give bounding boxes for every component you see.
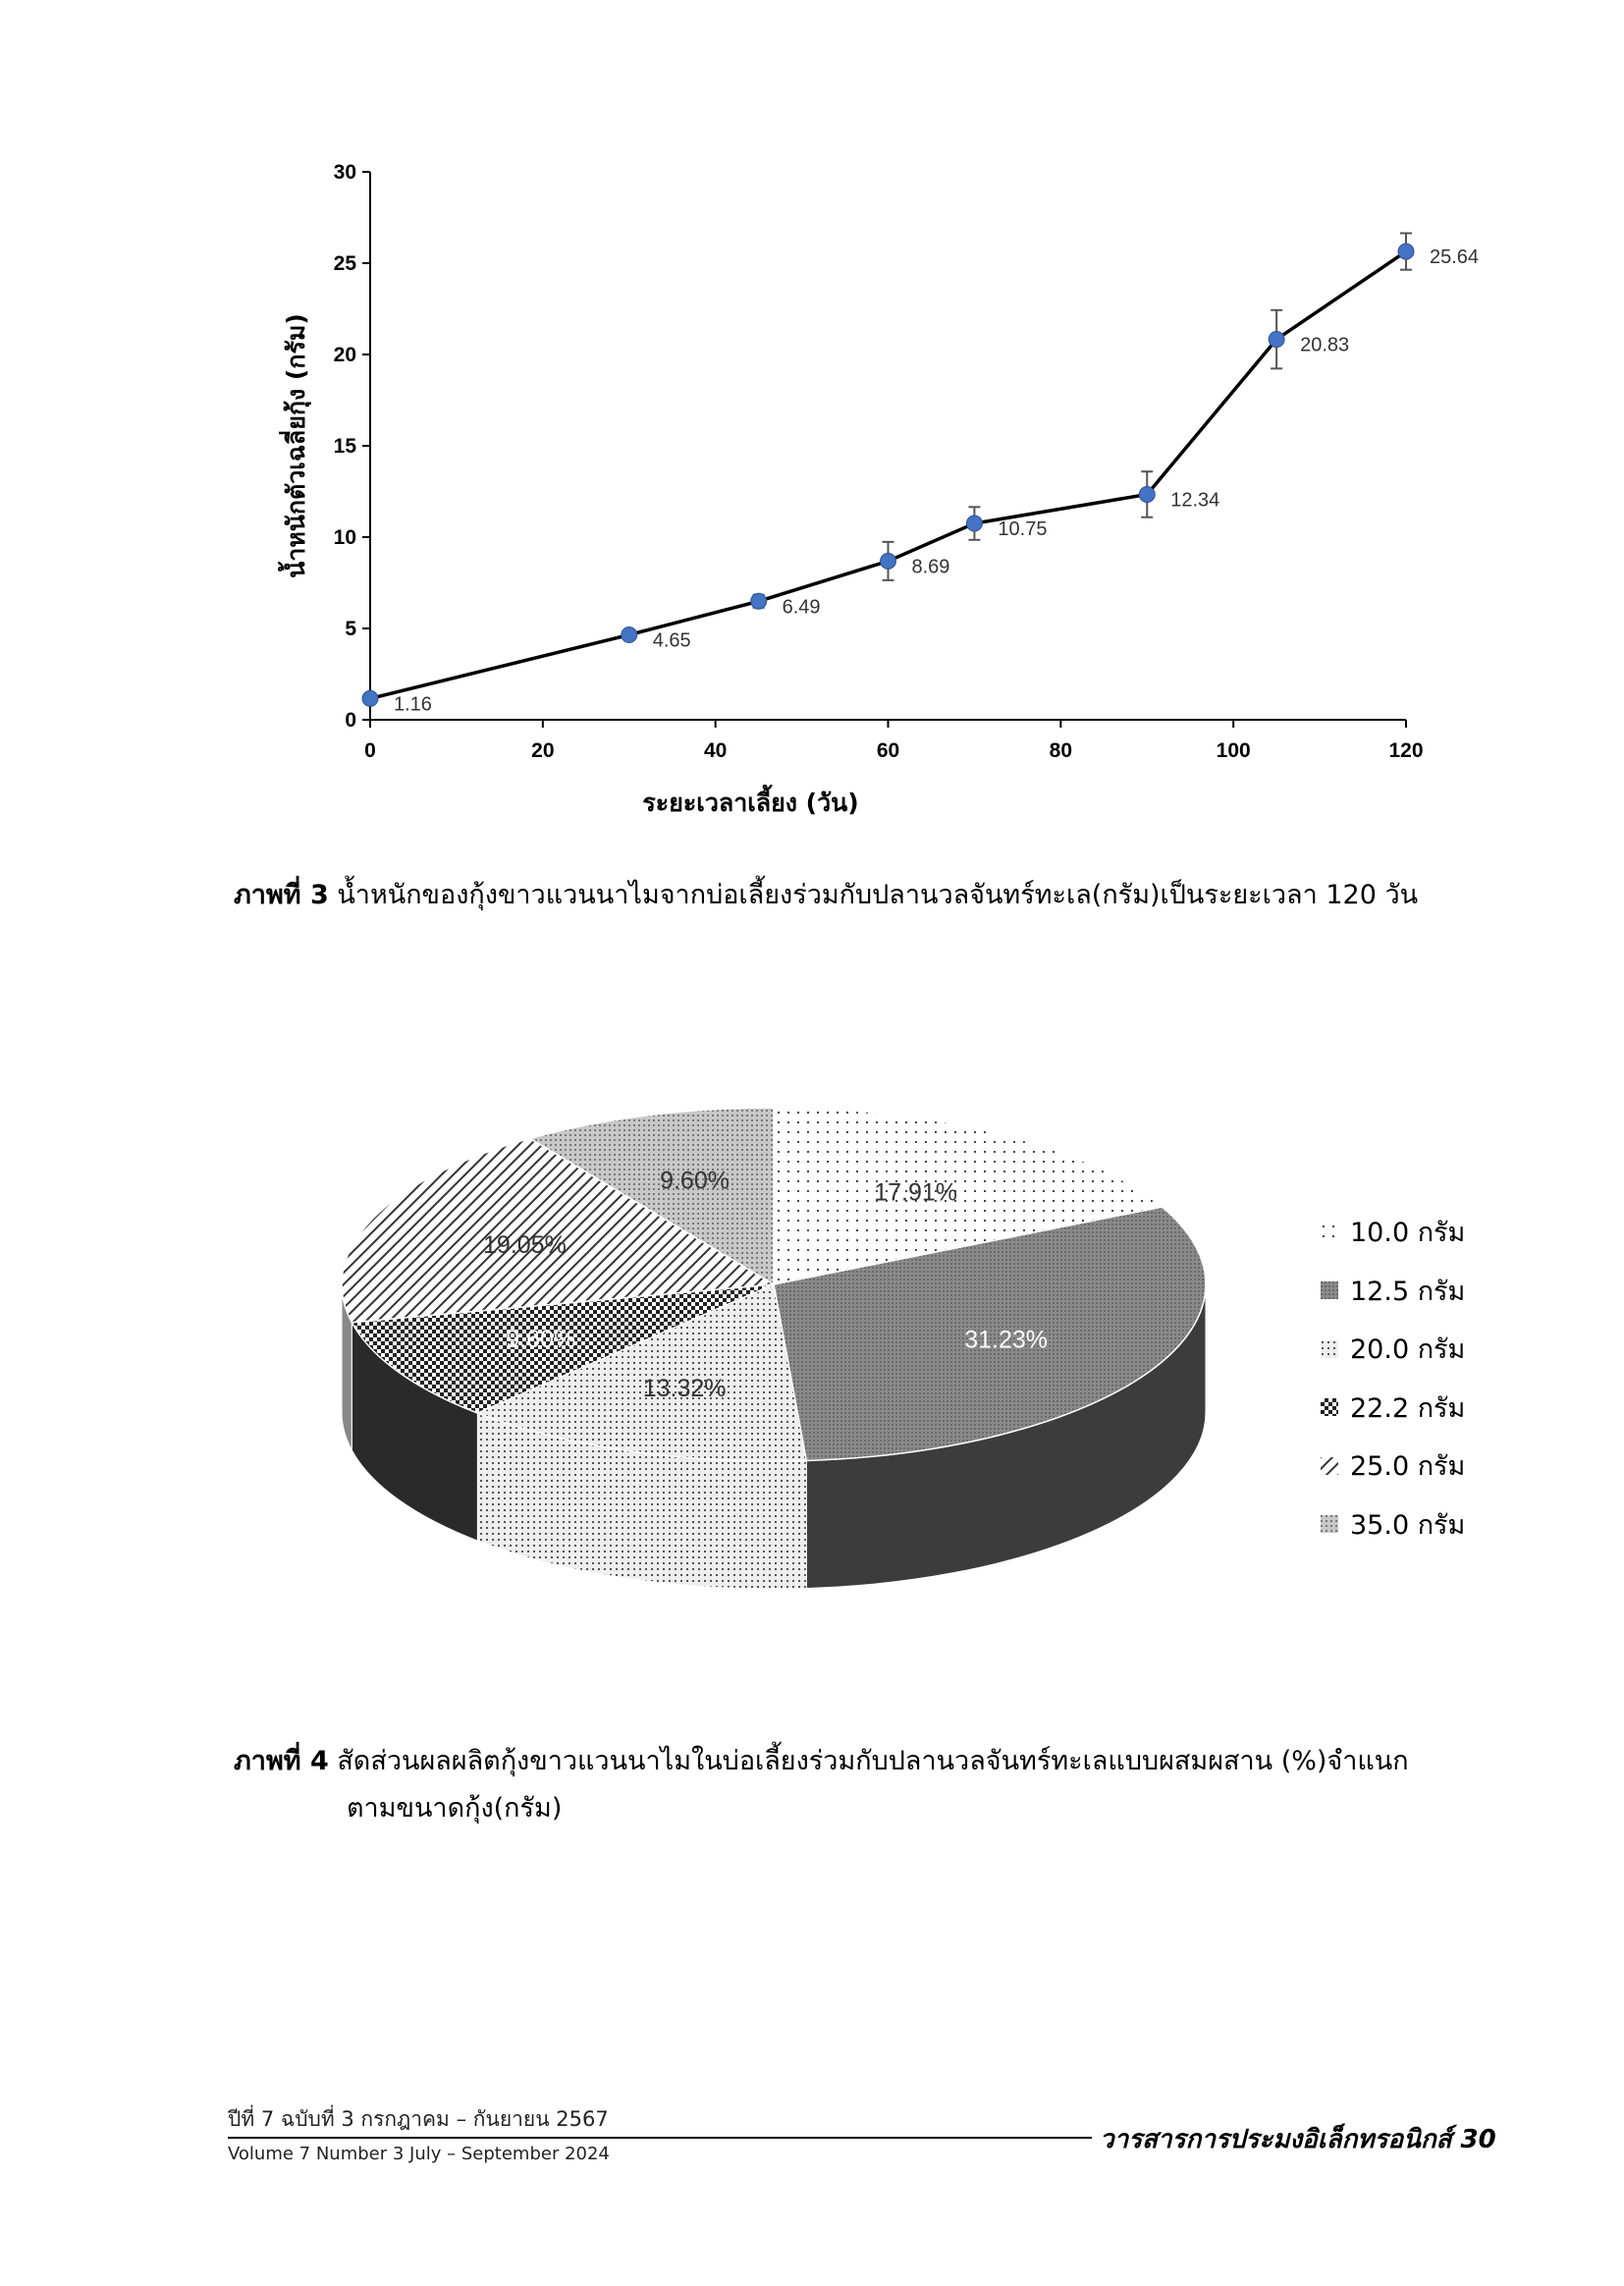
data-point <box>751 593 767 609</box>
x-axis-title: ระยะเวลาเลี้ยง (วัน) <box>642 789 859 817</box>
data-label: 8.69 <box>911 556 950 578</box>
data-point <box>1139 486 1155 502</box>
footer-issue-thai: ปีที่ 7 ฉบับที่ 3 กรกฎาคม – กันยายน 2567 <box>228 2107 609 2131</box>
legend-label: 12.5 กรัม <box>1350 1276 1466 1307</box>
footer-issue <box>228 2103 610 2164</box>
data-point <box>966 516 982 531</box>
legend-swatch <box>1321 1224 1338 1241</box>
y-tick-label: 20 <box>333 344 356 366</box>
figure3-caption <box>234 872 1490 919</box>
legend-item <box>1321 1320 1465 1379</box>
x-tick-label: 40 <box>703 739 728 762</box>
legend-item <box>1321 1262 1465 1321</box>
legend-swatch <box>1321 1281 1338 1299</box>
series-line <box>370 251 1406 698</box>
legend-item <box>1321 1379 1465 1438</box>
y-tick-label: 5 <box>345 618 356 640</box>
data-label: 4.65 <box>652 629 691 652</box>
legend-swatch <box>1321 1457 1338 1475</box>
data-point <box>881 553 896 569</box>
figure4-caption <box>234 1738 1490 1832</box>
figure4-caption-line2: ตามขนาดกุ้ง(กรัม) <box>347 1793 563 1823</box>
data-label: 6.49 <box>782 596 821 619</box>
legend-swatch <box>1321 1515 1338 1533</box>
figure3-caption-text: น้ำหนักของกุ้งขาวแวนนาไมจากบ่อเลี้ยงร่วมกับปลานวลจันทร์ทะเล(กรัม)เป็นระยะเวลา 120 วัน <box>328 880 1419 910</box>
legend-item <box>1321 1496 1465 1554</box>
legend-item <box>1321 1203 1465 1262</box>
footer-journal-page: วารสารการประมงอิเล็กทรอนิกส์ 30 <box>1100 2125 1496 2154</box>
figure4-caption-line1: สัดส่วนผลผลิตกุ้งขาวแวนนาไมในบ่อเลี้ยงร่วมกับปลานวลจันทร์ทะเลแบบผสมผสาน (%)จำแนก <box>328 1746 1409 1776</box>
pie-data-label: 19.05% <box>483 1230 567 1259</box>
legend-swatch <box>1321 1340 1338 1358</box>
footer-issue-en: Volume 7 Number 3 July – September 2024 <box>228 2144 610 2164</box>
footer-rule <box>228 2137 1092 2139</box>
x-tick-label: 20 <box>531 739 555 762</box>
legend-label: 25.0 กรัม <box>1350 1451 1466 1483</box>
legend-label: 35.0 กรัม <box>1350 1509 1466 1541</box>
data-label: 12.34 <box>1170 489 1220 512</box>
x-tick-label: 120 <box>1388 739 1424 762</box>
pie-data-label: 9.60% <box>506 1326 576 1354</box>
y-tick-label: 0 <box>345 709 356 732</box>
y-tick-label: 15 <box>333 435 356 458</box>
line-chart <box>245 147 1480 835</box>
legend-swatch <box>1321 1398 1338 1416</box>
y-tick-label: 25 <box>333 252 356 275</box>
data-label: 20.83 <box>1300 334 1350 356</box>
pie-legend <box>1321 1203 1465 1553</box>
x-tick-label: 60 <box>876 739 900 762</box>
y-tick-label: 10 <box>333 526 356 549</box>
data-point <box>1269 332 1284 348</box>
legend-item <box>1321 1437 1465 1496</box>
data-label: 25.64 <box>1430 246 1480 269</box>
data-label: 10.75 <box>998 518 1048 541</box>
data-point <box>622 627 637 643</box>
data-label: 1.16 <box>394 693 432 716</box>
data-point <box>362 690 378 706</box>
pie-data-label: 13.32% <box>642 1375 727 1403</box>
x-tick-label: 100 <box>1216 739 1251 762</box>
y-tick-label: 30 <box>333 161 356 184</box>
data-point <box>1398 244 1414 259</box>
figure4-caption-label: ภาพที่ 4 <box>234 1746 329 1776</box>
pie-data-label: 31.23% <box>964 1326 1049 1354</box>
pie-chart <box>314 1090 1247 1640</box>
pie-data-label: 17.91% <box>874 1178 958 1207</box>
legend-label: 22.2 กรัม <box>1350 1392 1466 1424</box>
x-tick-label: 0 <box>364 739 376 762</box>
legend-label: 20.0 กรัม <box>1350 1334 1466 1366</box>
x-tick-label: 80 <box>1049 739 1073 762</box>
figure3-caption-label: ภาพที่ 3 <box>234 880 329 910</box>
legend-label: 10.0 กรัม <box>1350 1218 1466 1249</box>
pie-data-label: 9.60% <box>660 1167 730 1195</box>
y-axis-title: น้ำหนักตัวเฉลี่ยกุ้ง (กรัม) <box>282 313 310 578</box>
